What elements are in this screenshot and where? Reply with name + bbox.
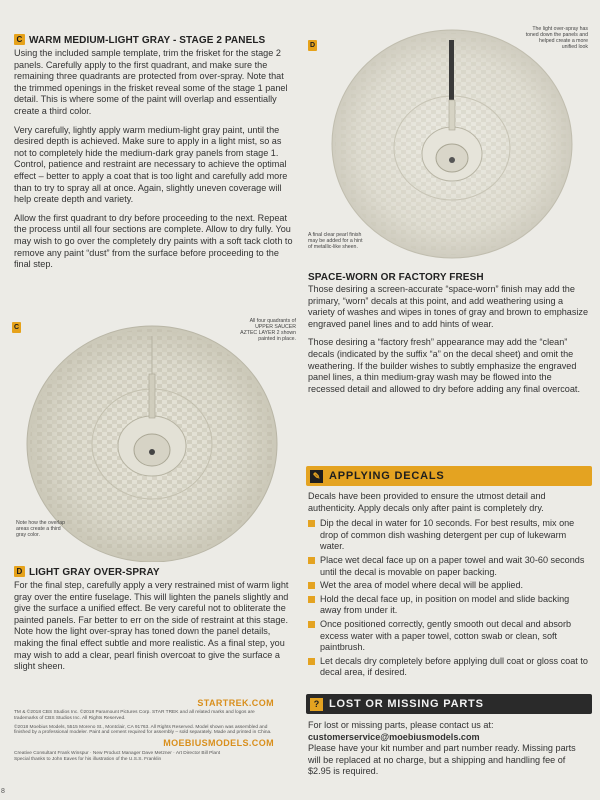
decal-step: Place wet decal face up on a paper towel and wait 30-60 seconds until the decal is movable on paper backing. bbox=[308, 555, 590, 578]
section-d-heading bbox=[14, 566, 296, 578]
applying-decals-banner bbox=[306, 466, 592, 486]
decals-section bbox=[308, 491, 590, 681]
figure-d bbox=[306, 26, 590, 270]
section-c-title: WARM MEDIUM-LIGHT GRAY - STAGE 2 PANELS bbox=[29, 35, 266, 46]
section-d-para: For the final step, carefully apply a very restrained mist of warm light gray over the entire fuselage. This will lighten the panels slightly and give the surface a unified effect. Be very careful not to obliterate the painted panels. Far better to err on the side of restraint at this stage. Note how the light over-spray has toned down the panel details, making the final effect subtle and more realistic. As a final step, you may wish to add a clear, pearl finish overcoat to give the surface a slight sheen. bbox=[14, 580, 289, 672]
figure-c-badge: C bbox=[13, 324, 20, 331]
footer bbox=[14, 698, 274, 763]
decal-step: Wet the area of model where decal will be applied. bbox=[308, 580, 590, 592]
support-email[interactable]: customerservice@moebiusmodels.com bbox=[308, 731, 480, 742]
section-c-heading bbox=[14, 34, 296, 46]
decal-step: Let decals dry completely before applying dull coat or gloss coat to decal area, if desired. bbox=[308, 656, 590, 679]
decal-step: Hold the decal face up, in position on model and slide backing away from under it. bbox=[308, 594, 590, 617]
question-icon: ? bbox=[310, 698, 323, 711]
decal-step: Once positioned correctly, gently smooth out decal and absorb excess water with a paper towel, cotton swab or clean, soft paintbrush. bbox=[308, 619, 590, 654]
decals-steps bbox=[308, 518, 590, 679]
section-d bbox=[14, 566, 296, 673]
section-c-para-3: Allow the first quadrant to dry before proceeding to the next. Repeat the process until all four sections are complete. Allow to dry fully. You may wish to go over the completely dry paints with a soft tack cloth to remove any paint “dust” from the surface before proceeding to the final step. bbox=[14, 212, 293, 270]
figure-c bbox=[12, 316, 296, 562]
lost-parts-line-1: For lost or missing parts, please contact us at: bbox=[308, 720, 494, 730]
section-space-worn bbox=[308, 272, 590, 402]
lost-parts-line-2: Please have your kit number and part number ready. Missing parts will be replaced at no charge, but a shipping and handling fee of $2.95 is required. bbox=[308, 743, 576, 777]
space-worn-para-1: Those desiring a screen-accurate “space-worn” finish may add the primary, “worn” decals at this point, and add weathering using a variety of washes and wipes in tones of gray and brown to emphasize engraved panel lines and to add hints of wear. bbox=[308, 284, 589, 329]
figure-d-caption-left: A final clear pearl finish may be added for a hint of metallic-like sheen. bbox=[308, 232, 363, 250]
applying-decals-title: APPLYING DECALS bbox=[329, 470, 445, 482]
section-c-body bbox=[14, 48, 296, 271]
figure-c-caption-right: All four quadrants of UPPER SAUCER AZTEC LAYER 2 shown painted in place. bbox=[240, 318, 296, 342]
section-c-para-2: Very carefully, lightly apply warm medium-light gray paint, until the desired depth is achieved. Make sure to apply in a light mist, so as not to completely hide the medium-dark gray panels from stage 1. Control, patience and restraint are necessary to achieve the optimal effect – better to apply a coat that is too light and carefully add more than to try to spray all at once. Again, slightly uneven coverage will help create depth and variety. bbox=[14, 124, 288, 205]
section-d-badge: D bbox=[14, 566, 25, 577]
moebius-url[interactable]: MOEBIUSMODELS.COM bbox=[163, 738, 274, 749]
space-worn-title: SPACE-WORN OR FACTORY FRESH bbox=[308, 272, 484, 283]
figure-d-caption-right: The light over-spray has toned down the panels and helped create a more unified look bbox=[525, 26, 588, 50]
figure-c-caption-left: Note how the overlap areas create a third gray color. bbox=[16, 520, 66, 538]
lost-parts-title: LOST OR MISSING PARTS bbox=[329, 698, 484, 710]
page-number: 8 bbox=[1, 788, 5, 795]
credits-1: Creative Consultant Frank Winspur · New Product Manager Dave Metzner · Art Director Bill Plant bbox=[14, 751, 221, 757]
space-worn-body bbox=[308, 284, 590, 395]
pencil-icon: ✎ bbox=[310, 470, 323, 483]
startrek-url[interactable]: STARTREK.COM bbox=[197, 698, 274, 708]
lost-parts-section bbox=[308, 720, 590, 778]
section-c-para-1: Using the included sample template, trim the frisket for the stage 2 panels. Carefully apply to the first quadrant, and make sure the remaining three quadrants are protected from over-spray. Note that the trimmed openings in the frisket reveal some of the stage 1 panel detail. This is where some of the paint will overlap and essentially create a third color. bbox=[14, 48, 288, 116]
section-d-title: LIGHT GRAY OVER-SPRAY bbox=[29, 567, 160, 578]
section-c-badge: C bbox=[14, 34, 25, 45]
space-worn-para-2: Those desiring a “factory fresh” appearance may add the “clean” decals (indicated by the suffix “a” on the decal sheet) and omit the weathering. If the builder wishes to subtly emphasize the engraved panel lines, a thin medium-gray wash may be flowed into the recessed detail and allowed to dry before adding any final overcoat. bbox=[308, 337, 580, 394]
legal-text-2: ©2018 Moebius Models, 5515 Moreno St., Montclair, CA 91763. All Rights Reserved. Model shown was assembled and finished by a professional modeler. Paint and cement required for assembly – sold separately. Made and printed in China. bbox=[14, 724, 272, 736]
figure-d-badge: D bbox=[309, 42, 316, 49]
decal-step: Dip the decal in water for 10 seconds. For best results, mix one drop of common dish washing detergent per cup of lukewarm water. bbox=[308, 518, 590, 553]
legal-text-1: TM & ©2018 CBS Studios Inc. ©2018 Paramount Pictures Corp. STAR TREK and all related marks and logos are trademarks of CBS Studios Inc. All Rights Reserved. bbox=[14, 710, 255, 721]
section-c bbox=[14, 34, 296, 278]
lost-parts-banner bbox=[306, 694, 592, 714]
decals-intro: Decals have been provided to ensure the utmost detail and authenticity. Apply decals only after paint is completely dry. bbox=[308, 491, 546, 513]
credits-2: Special thanks to John Eaves for his illustration of the U.S.S. Franklin bbox=[14, 756, 162, 762]
